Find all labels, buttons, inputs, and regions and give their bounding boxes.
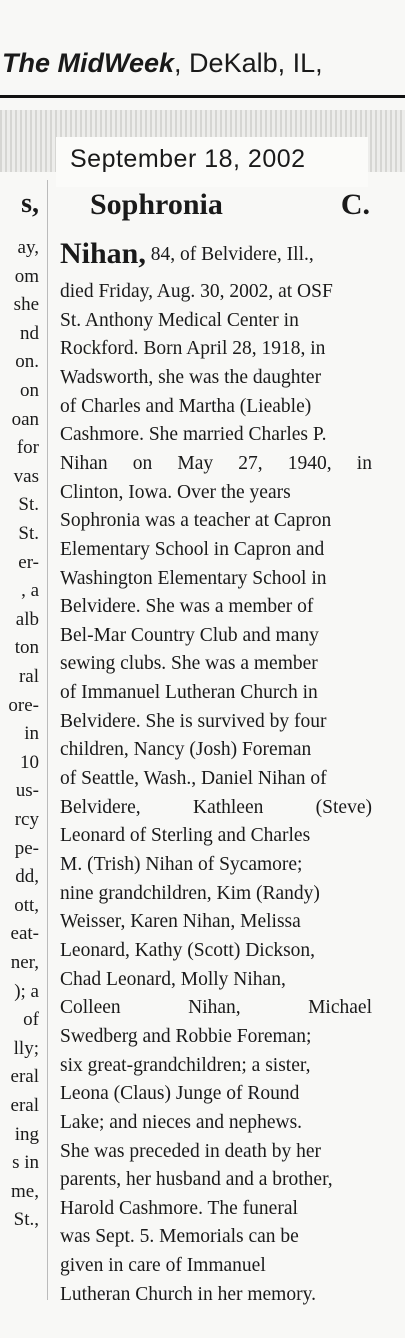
paper-location: , DeKalb, IL, bbox=[174, 48, 323, 78]
left-fragment: eat- bbox=[10, 923, 39, 945]
left-fragment: eral bbox=[10, 1066, 39, 1088]
left-fragment: ore- bbox=[8, 694, 39, 716]
left-fragment: of bbox=[23, 1009, 39, 1031]
obituary-line: of Charles and Martha (Lieable) bbox=[60, 395, 312, 417]
obituary-word: 27, bbox=[238, 452, 263, 474]
left-fragment: on bbox=[20, 380, 39, 401]
left-fragment: St. bbox=[18, 494, 39, 516]
obituary-line: Harold Cashmore. The funeral bbox=[60, 1197, 298, 1219]
obituary-word: Kathleen bbox=[192, 796, 264, 818]
obituary-word: (Steve) bbox=[315, 796, 372, 818]
obituary-surname: Nihan, bbox=[60, 237, 146, 270]
obituary-line: given in care of Immanuel bbox=[60, 1255, 266, 1277]
left-fragment: om bbox=[14, 265, 39, 287]
obituary-line: nine grandchildren, Kim (Randy) bbox=[60, 882, 320, 904]
obituary-word: Nihan, bbox=[188, 997, 241, 1019]
obituary-line: of Seattle, Wash., Daniel Nihan of bbox=[60, 768, 327, 790]
obituary-word: May bbox=[177, 452, 214, 474]
obituary-line: was Sept. 5. Memorials can be bbox=[60, 1226, 299, 1248]
obituary-line: St. Anthony Medical Center in bbox=[60, 309, 299, 331]
left-fragment: us- bbox=[15, 780, 39, 802]
left-fragment: ); a bbox=[14, 980, 39, 1002]
obituary-line: parents, her husband and a brother, bbox=[60, 1169, 333, 1191]
obituary-line: Lake; and nieces and nephews. bbox=[60, 1111, 303, 1133]
left-fragment: lly; bbox=[13, 1037, 39, 1059]
obituary-headline bbox=[90, 188, 370, 222]
left-fragment: vas bbox=[13, 465, 39, 487]
obituary-line: Rockford. Born April 28, 1918, in bbox=[60, 338, 326, 360]
obituary-line: Lutheran Church in her memory. bbox=[60, 1283, 316, 1305]
left-fragment: alb bbox=[15, 608, 39, 630]
obituary-word: 1940, bbox=[287, 452, 332, 474]
masthead-rule bbox=[0, 95, 405, 98]
left-fragment: oan bbox=[11, 408, 39, 430]
obituary-line: Bel-Mar Country Club and many bbox=[60, 624, 319, 646]
obituary-line: Cashmore. She married Charles P. bbox=[60, 424, 327, 446]
obituary-line: Elementary School in Capron and bbox=[60, 538, 325, 560]
left-fragment: on. bbox=[15, 351, 39, 373]
left-fragment: rcy bbox=[14, 809, 39, 830]
left-fragment: St., bbox=[13, 1209, 39, 1231]
obituary-line: died Friday, Aug. 30, 2002, at OSF bbox=[60, 281, 333, 302]
obituary-line: Leonard of Sterling and Charles bbox=[60, 825, 311, 847]
left-fragment: ner, bbox=[10, 952, 39, 973]
obituary-line bbox=[60, 236, 372, 270]
obituary-line: Weisser, Karen Nihan, Melissa bbox=[60, 911, 301, 933]
left-fragment: er- bbox=[18, 551, 39, 573]
left-fragment: ay, bbox=[17, 237, 39, 258]
left-fragment: ott, bbox=[14, 894, 39, 916]
left-fragment: ing bbox=[14, 1123, 39, 1145]
obituary-word: Michael bbox=[308, 997, 372, 1019]
left-fragment: eral bbox=[10, 1095, 39, 1116]
left-fragment: nd bbox=[20, 322, 39, 344]
obituary-line: Wadsworth, she was the daughter bbox=[60, 366, 322, 388]
obituary-line bbox=[60, 454, 372, 474]
headline-initial: C. bbox=[340, 188, 370, 221]
obituary-line: of Immanuel Lutheran Church in bbox=[60, 682, 318, 704]
obituary-line: Belvidere. She was a member of bbox=[60, 596, 314, 618]
obituary-line: Clinton, Iowa. Over the years bbox=[60, 481, 291, 503]
left-fragment: me, bbox=[11, 1180, 39, 1202]
obituary-line: Leonard, Kathy (Scott) Dickson, bbox=[60, 939, 316, 961]
obituary-line: She was preceded in death by her bbox=[60, 1140, 321, 1162]
left-fragment: she bbox=[13, 294, 39, 316]
obituary-line: M. (Trish) Nihan of Sycamore; bbox=[60, 854, 303, 875]
obituary-word: Colleen bbox=[60, 997, 121, 1019]
obituary-line: sewing clubs. She was a member bbox=[60, 653, 318, 675]
left-fragment: in bbox=[24, 723, 39, 745]
obituary-line: Sophronia was a teacher at Capron bbox=[60, 510, 332, 532]
left-fragment: ral bbox=[18, 666, 39, 687]
left-fragment: St. bbox=[18, 523, 39, 544]
column-divider bbox=[47, 180, 48, 1300]
obituary-line bbox=[60, 998, 372, 1018]
obituary-word: on bbox=[132, 452, 153, 474]
masthead-title bbox=[2, 48, 323, 79]
obituary-line: Swedberg and Robbie Foreman; bbox=[60, 1025, 312, 1047]
left-fragment: dd, bbox=[15, 866, 39, 888]
publication-date: September 18, 2002 bbox=[70, 145, 306, 173]
obituary-word: Nihan bbox=[60, 452, 108, 474]
left-fragment: 10 bbox=[20, 751, 39, 773]
obituary-line: children, Nancy (Josh) Foreman bbox=[60, 739, 312, 761]
obituary-word: Belvidere, bbox=[60, 796, 141, 818]
left-fragment: , a bbox=[21, 580, 39, 602]
obituary-line: six great-grandchildren; a sister, bbox=[60, 1054, 311, 1076]
paper-name: The MidWeek bbox=[2, 48, 175, 78]
obituary-word: in bbox=[356, 452, 372, 474]
obituary-line: Leona (Claus) Junge of Round bbox=[60, 1083, 300, 1105]
left-fragment: pe- bbox=[14, 837, 39, 859]
obituary-line bbox=[60, 798, 372, 818]
left-fragment: s in bbox=[12, 1152, 39, 1174]
masthead bbox=[0, 0, 405, 92]
obituary-line: Chad Leonard, Molly Nihan, bbox=[60, 968, 286, 990]
obituary-line: Washington Elementary School in bbox=[60, 567, 327, 589]
headline-first-name: Sophronia bbox=[90, 188, 223, 221]
left-fragment: ton bbox=[14, 637, 39, 659]
left-fragment: for bbox=[16, 437, 39, 459]
left-fragment: s, bbox=[21, 188, 39, 219]
obituary-line-text: 84, of Belvidere, Ill., bbox=[145, 244, 314, 265]
obituary-line: Belvidere. She is survived by four bbox=[60, 710, 327, 732]
